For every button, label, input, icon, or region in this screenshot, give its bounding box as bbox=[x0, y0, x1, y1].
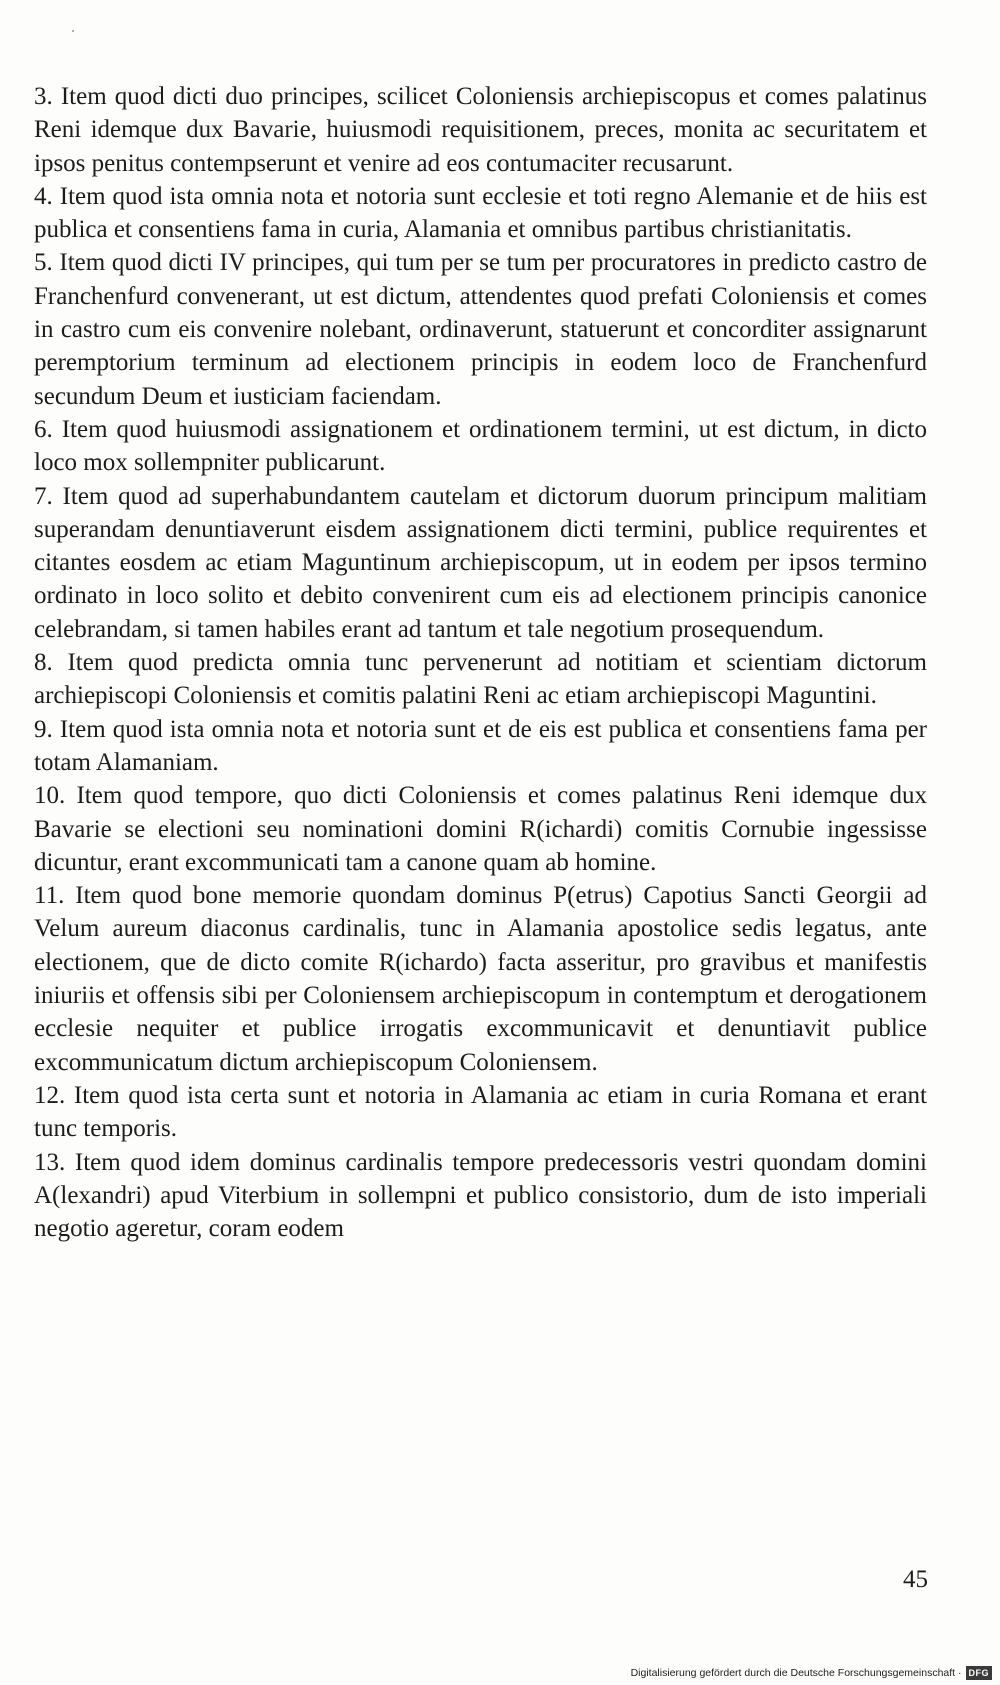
digitization-footer bbox=[631, 1665, 992, 1681]
dfg-logo-icon: DFG bbox=[966, 1666, 993, 1680]
paragraph-5: 5. Item quod dicti IV principes, qui tum per se tum per procuratores in predicto castro de Franchenfurd convenerant, ut est dictum, attendentes quod prefati Coloniensis et comes in castro cum eis convenire nolebant, ordinaverunt, statuerunt et concorditer assignarunt peremptorium terminum ad electionem principis in eodem loco de Franchenfurd secundum Deum et iusticiam faciendam. bbox=[34, 249, 927, 410]
paragraph-7: 7. Item quod ad superhabundantem cautelam et dictorum duorum principum malitiam superandam denuntiaverunt eisdem assignationem dicti termini, publice requirentes et citantes eosdem ac etiam Maguntinum archiepiscopum, ut in eodem per ipsos termino ordinato in loco solito et debito convenirent cum eis ad electionem principis canonice celebrandam, si tamen habiles erant ad tantum et tale negotium prosequendum. bbox=[34, 482, 927, 643]
body-text bbox=[34, 80, 927, 1245]
paragraph-10: 10. Item quod tempore, quo dicti Coloniensis et comes palatinus Reni idemque dux Bavarie se electioni seu nominationi domini R(ichardi) comitis Cornubie ingessisse dicuntur, erant excommunicati tam a canone quam ab homine. bbox=[34, 782, 927, 876]
paragraph-13: 13. Item quod idem dominus cardinalis tempore predecessoris vestri quondam domini A(lexandri) apud Viterbium in sollempni et publico consistorio, dum de isto imperiali negotio ageretur, coram eodem bbox=[34, 1148, 927, 1243]
paragraph-3: 3. Item quod dicti duo principes, scilicet Coloniensis archiepiscopus et comes palatinus Reni idemque dux Bavarie, huiusmodi requisitionem, preces, monita ac securitatem et ipsos penitus contempserunt et venire ad eos contumaciter recusarunt. bbox=[34, 83, 927, 177]
paragraph-4: 4. Item quod ista omnia nota et notoria sunt ecclesie et toti regno Alemanie et de hiis est publica et consentiens fama in curia, Alamania et omnibus partibus christianitatis. bbox=[34, 182, 927, 244]
paragraph-11: 11. Item quod bone memorie quondam dominus P(etrus) Capotius Sancti Georgii ad Velum aureum diaconus cardinalis, tunc in Alamania apostolice sedis legatus, ante electionem, que de dicto comite R(ichardo) facta asseritur, pro gravibus et manifestis iniuriis et offensis sibi per Coloniensem archiepiscopum in contemptum et derogationem ecclesie nequiter et publice irrogatis excommunicavit et denuntiavit publice excommunicatum dictum archiepiscopum Coloniensem. bbox=[34, 882, 927, 1076]
scan-speck bbox=[72, 30, 74, 32]
paragraph-9: 9. Item quod ista omnia nota et notoria sunt et de eis est publica et consentiens fama per totam Alamaniam. bbox=[34, 715, 927, 776]
footer-credit: Digitalisierung gefördert durch die Deutsche Forschungsgemeinschaft · bbox=[630, 1667, 962, 1679]
paragraph-8: 8. Item quod predicta omnia tunc pervenerunt ad notitiam et scientiam dictorum archiepiscopi Coloniensis et comitis palatini Reni ac etiam archiepiscopi Maguntini. bbox=[34, 649, 927, 710]
page-number: 45 bbox=[903, 1566, 928, 1593]
paragraph-12: 12. Item quod ista certa sunt et notoria in Alamania ac etiam in curia Romana et erant tunc temporis. bbox=[34, 1081, 927, 1143]
paragraph-6: 6. Item quod huiusmodi assignationem et ordinationem termini, ut est dictum, in dicto loco mox sollempniter publicarunt. bbox=[34, 415, 927, 477]
